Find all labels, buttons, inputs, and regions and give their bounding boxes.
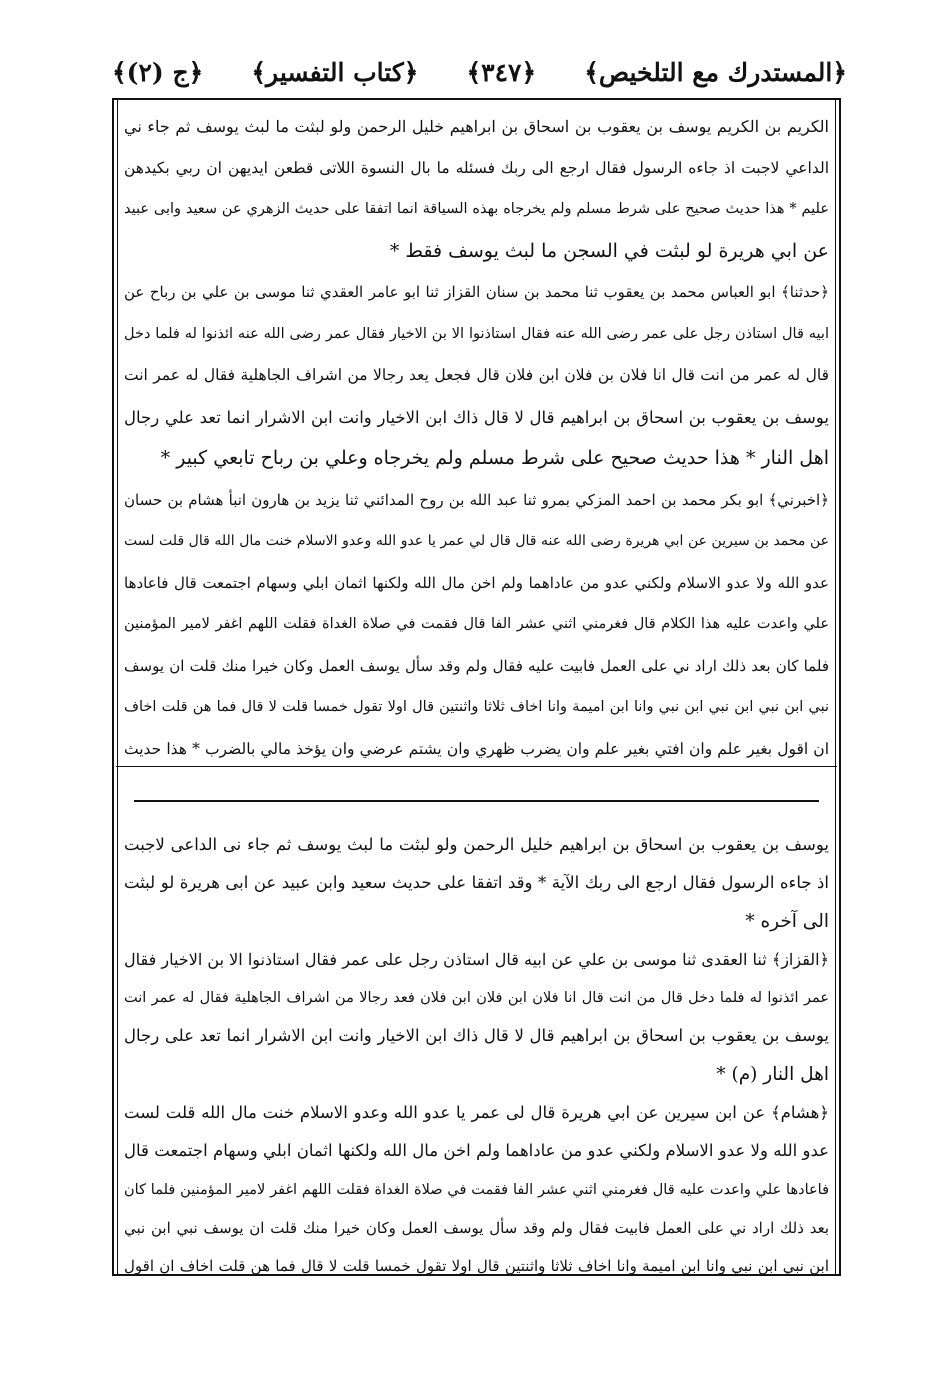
note-line: فاعادها علي واعدت عليه قال فغرمني اثني عشر الفا فقمت في صلاة الغداة فقلت اللهم اغفر لامير المؤمنين فلما كان <box>124 1181 829 1198</box>
talkhis-notes <box>124 826 829 1286</box>
main-line: ابيه قال استاذن رجل على عمر رضى الله عنه فقال استاذنوا الا بن الاخيار فقال عمر رضى الله عنه ائذنوا له فلما دخل <box>124 325 829 342</box>
note-line: ﴿هشام﴾ عن ابن سيرين عن ابي هريرة قال لى عمر يا عدو الله وعدو الاسلام خنت مال الله قلت لست <box>124 1103 829 1123</box>
header-page-number: ﴿٣٤٧﴾ <box>466 57 537 87</box>
main-line: اهل النار * هذا حديث صحيح على شرط مسلم ولم يخرجاه وعلي بن رباح تابعي كبير * <box>160 447 829 469</box>
running-header <box>112 50 847 94</box>
main-line: ﴿اخبرني﴾ ابو بكر محمد بن احمد المزكي بمرو ثنا عبد الله بن روح المدائني ثنا يزيد بن هارون انبأ هشام بن حسان <box>124 490 829 509</box>
note-line: عدو الله ولا عدو الاسلام ولكني عدو من عاداهما ولم اخن مال الله ولكنها اثمان ابلي وسهام اجتمعت قال <box>124 1141 829 1161</box>
page <box>112 40 847 1280</box>
main-line: الكريم بن الكريم يوسف بن يعقوب بن اسحاق بن ابراهيم خليل الرحمن ولو لبثت ما لبث يوسف ثم جاء ني <box>124 117 829 136</box>
main-line: عليم * هذا حديث صحيح على شرط مسلم ولم يخرجاه بهذه السياقة انما اتفقا على حديث الزهري عن سعيد وابى عبيد <box>124 201 829 217</box>
note-line: عمر ائذنوا له فلما دخل قال من انت قال انا فلان ابن فلان ابن فلان فعد رجالا من اشراف الجاهلية فقال له عمر انت <box>124 990 829 1007</box>
header-book-title: ﴿المستدرك مع التلخيص﴾ <box>584 57 847 87</box>
header-volume: ﴿ج (٢)﴾ <box>112 57 204 87</box>
main-text <box>124 106 829 770</box>
main-line: يوسف بن يعقوب بن اسحاق بن ابراهيم قال لا قال ذاك ابن الاخيار وانت ابن الاشرار انما تعد علي رجال <box>124 407 829 427</box>
main-line: عن ابي هريرة لو لبثت في السجن ما لبث يوسف فقط * <box>389 239 829 262</box>
note-line: ﴿القزاز﴾ ثنا العقدى ثنا موسى بن علي عن ابيه قال استاذن رجل على عمر فقال استاذنوا الا بن الاخيار فقال <box>124 949 829 969</box>
note-line: يوسف بن يعقوب بن اسحاق بن ابراهيم خليل الرحمن ولو لبثت ما لبث يوسف ثم جاء نى الداعى لاجبت <box>124 835 829 854</box>
main-line: نبي ابن نبي ابن نبي ابن نبي وانا ابن اميمة وانا اخاف ثلاثا واثنتين قال اولا تقول خمسا قلت لا قال فما هن قلت اخاف <box>124 699 829 715</box>
note-line: ابن نبي ابن نبي وانا ابن اميمة وانا اخاف ثلاثا واثنتين قال اولا تقول خمسا قلت لا قال فما هن قلت اخاف ان اقول <box>124 1257 829 1276</box>
main-line: فلما كان بعد ذلك اراد ني على العمل فابيت عليه فقال ولم وقد سأل يوسف العمل وكان خيرا منك قلت ان يوسف <box>124 656 829 675</box>
note-line: يوسف بن يعقوب بن اسحاق بن ابراهيم قال لا قال ذاك ابن الاخيار وانت ابن الاشرار انما تعد على رجال <box>124 1026 829 1046</box>
main-line: عن محمد بن سيرين عن ابي هريرة رضى الله عنه قال قال لي عمر يا عدو الله وعدو الاسلام خنت مال الله قال قلت لست <box>124 533 829 549</box>
header-chapter: ﴿كتاب التفسير﴾ <box>251 57 419 87</box>
main-line: قال له عمر من انت قال انا فلان بن فلان ابن فلان قال فجعل يعد رجالا من اشراف الجاهلية فقال له عمر انت <box>124 366 829 384</box>
main-line: ان اقول بغير علم وان افتي بغير علم وان يضرب ظهري وان يشتم عرضي وان يؤخذ مالي بالضرب * هذا حديث <box>124 739 829 758</box>
note-line: اذ جاءه الرسول فقال ارجع الى ربك الآية * وقد اتفقا على حديث سعيد وابن عبيد عن ابى هريرة لو لبثت <box>124 873 829 893</box>
main-line: علي واعدت عليه هذا الكلام قال فغرمني اثني عشر الفا قال فقمت في صلاة الغداة فقلت اللهم اغفر لامير المؤمنين <box>124 616 829 632</box>
footnote-separator <box>134 800 819 802</box>
main-text-rule <box>116 766 837 767</box>
page-frame <box>112 98 841 1276</box>
main-line: عدو الله ولا عدو الاسلام ولكني عدو من عاداهما ولم اخن مال الله ولكنها اثمان ابلي وسهام اجتمعت قال فاعادها <box>124 573 829 592</box>
note-line: بعد ذلك اراد ني على العمل فابيت فقال ولم وقد سأل يوسف العمل وكان خيرا منك قلت ان يوسف نبي ابن نبي <box>124 1218 829 1237</box>
main-line: ﴿حدثنا﴾ ابو العباس محمد بن يعقوب ثنا محمد بن سنان القزاز ثنا ابو عامر العقدي ثنا موسى بن علي بن رباح عن <box>124 283 829 301</box>
main-line: الداعي لاجبت اذ جاءه الرسول فقال ارجع الى ربك فسئله ما بال النسوة اللاتى قطعن ايديهن ان ربي بكيدهن <box>124 158 829 177</box>
note-line: الى آخره * <box>745 910 829 932</box>
note-line: اهل النار (م) * <box>716 1063 829 1085</box>
